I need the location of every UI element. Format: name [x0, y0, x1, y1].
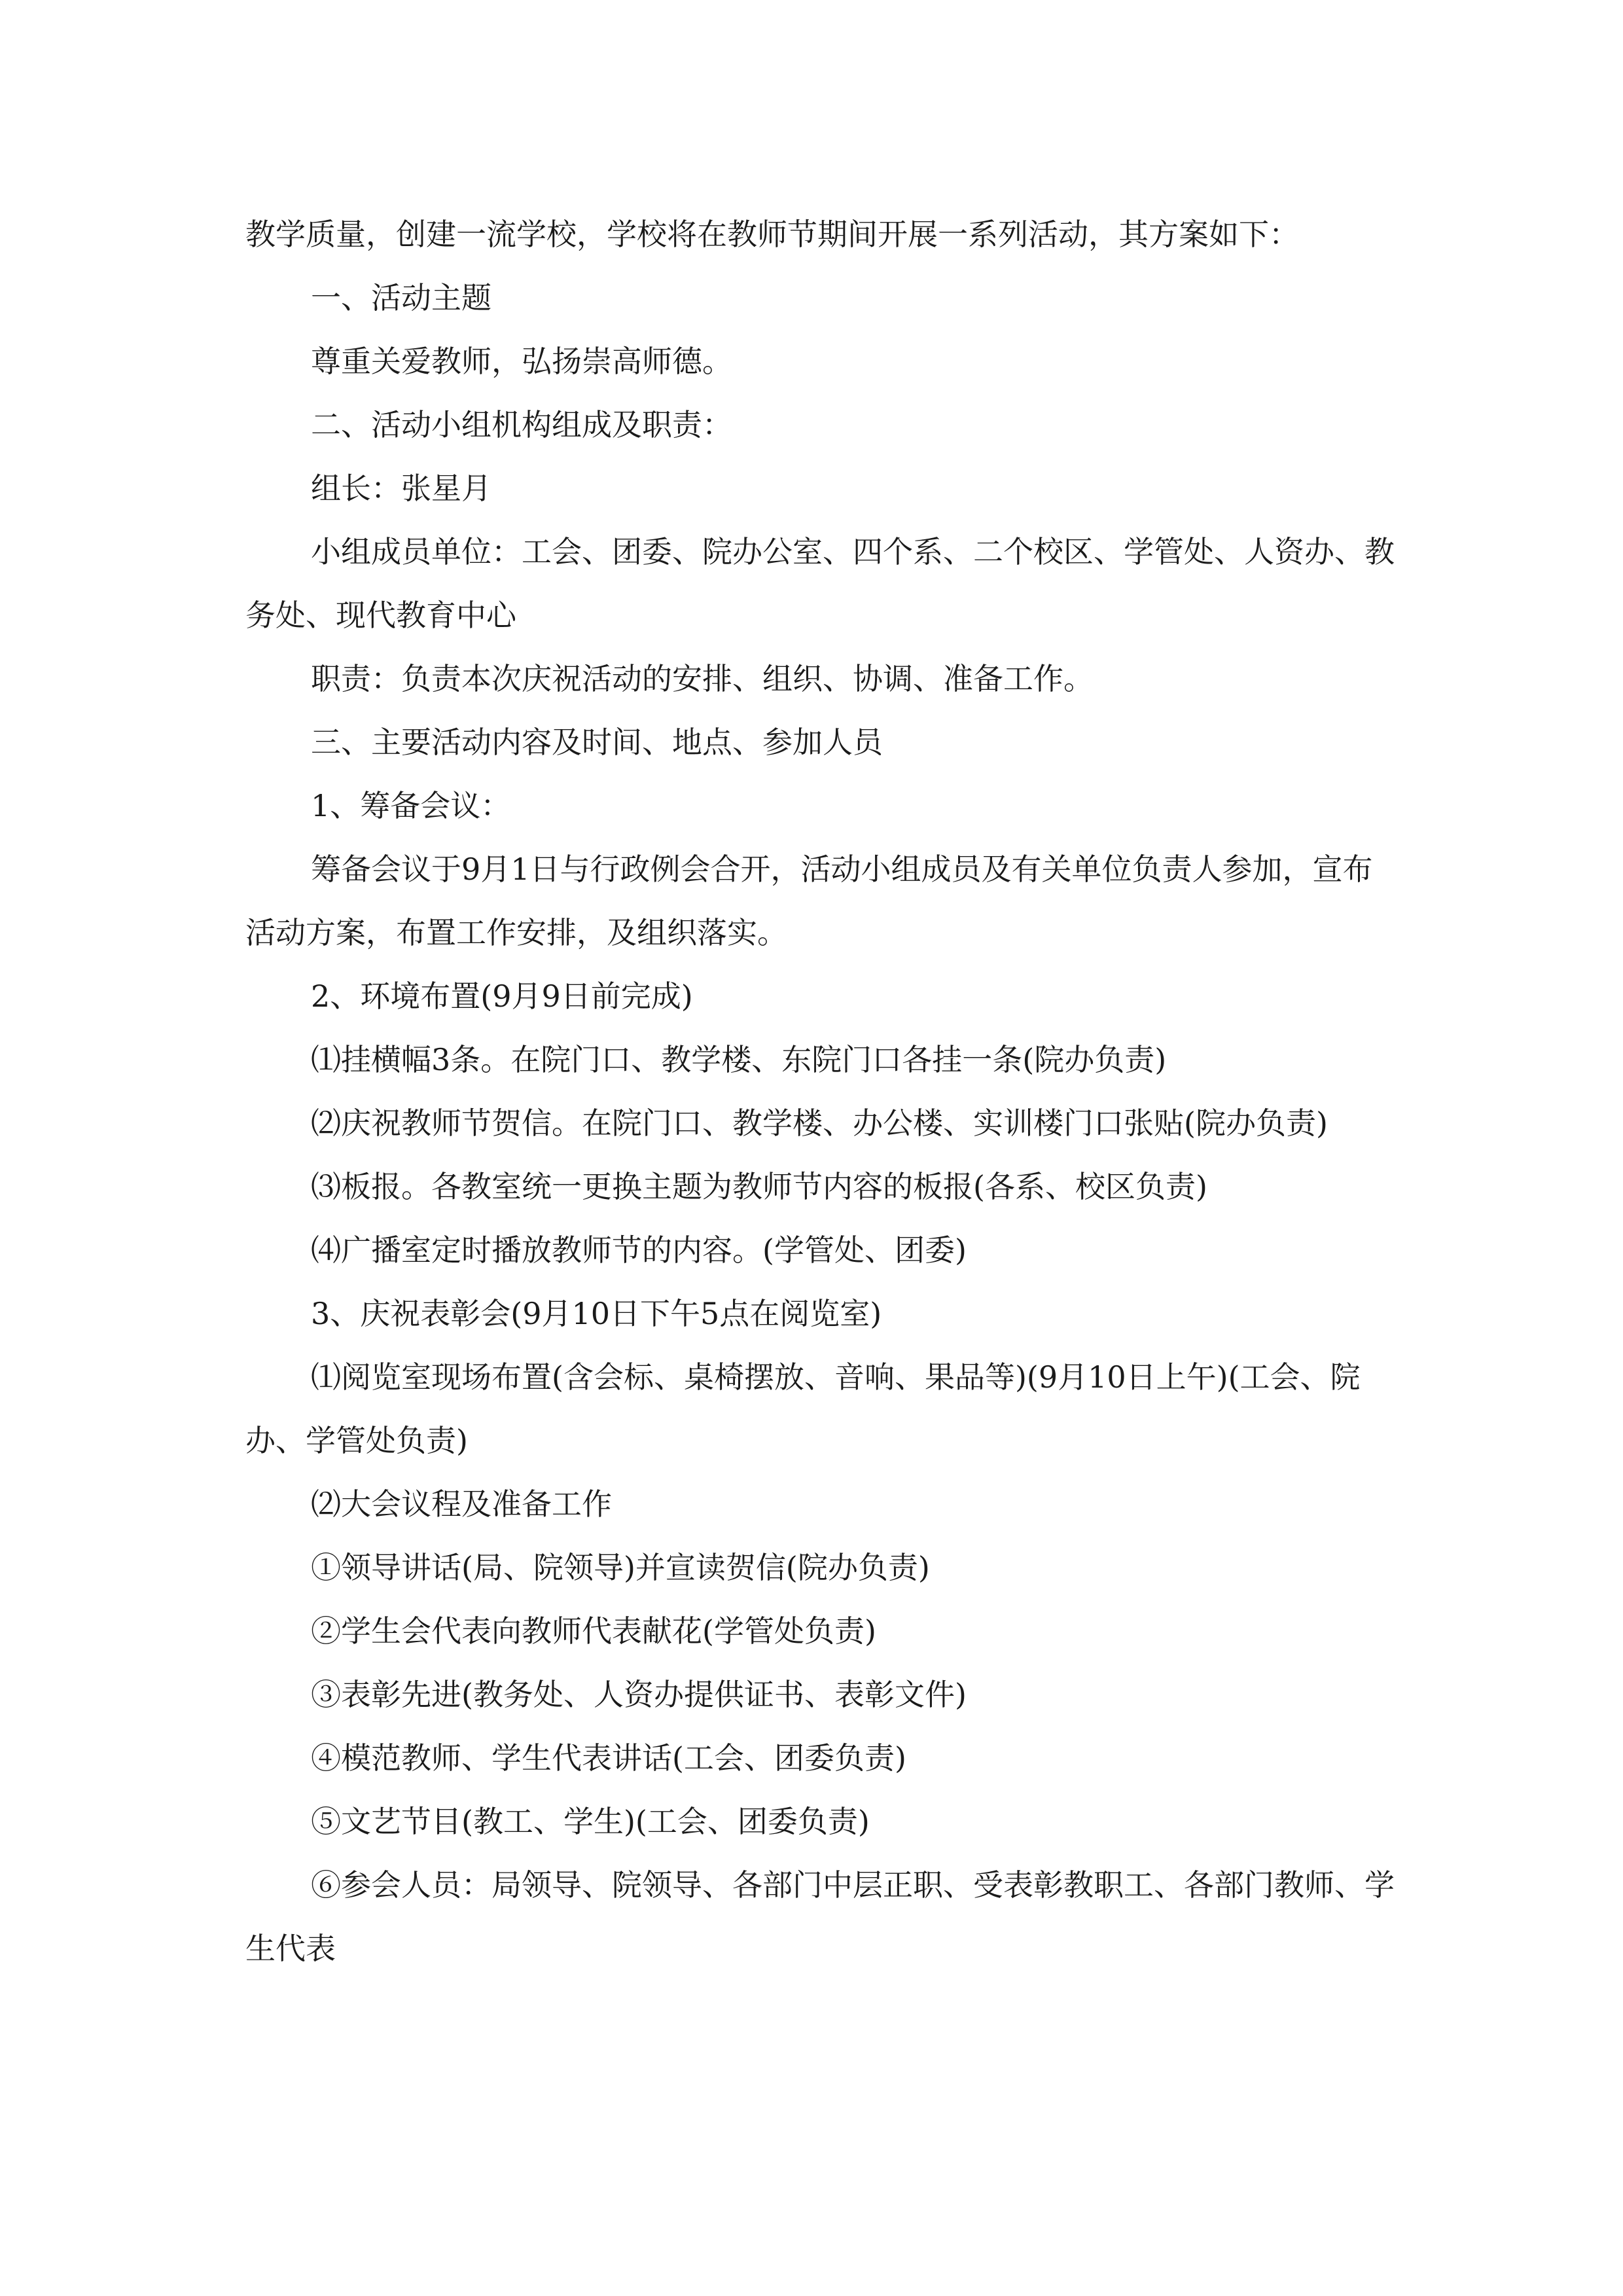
subheading-environment-setup: 2、环境布置(9月9日前完成)	[311, 978, 693, 1014]
paragraph-duties: 职责：负责本次庆祝活动的安排、组织、协调、准备工作。	[311, 661, 1094, 696]
agenda-item-attendees: ⑥参会人员：局领导、院领导、各部门中层正职、受表彰教职工、各部门教师、学生代表	[245, 1867, 1395, 1966]
list-item-agenda: ⑵大会议程及准备工作	[311, 1486, 612, 1522]
paragraph-preparatory-meeting: 筹备会议于9月1日与行政例会合开，活动小组成员及有关单位负责人参加，宣布活动方案，布置工作安排，及组织落实。	[245, 852, 1373, 950]
list-item-venue-setup: ⑴阅览室现场布置(含会标、桌椅摆放、音响、果品等)(9月10日上午)(工会、院办、学管处负责)	[245, 1359, 1361, 1458]
list-item-broadcast: ⑷广播室定时播放教师节的内容。(学管处、团委)	[311, 1232, 967, 1268]
list-item-banners: ⑴挂横幅3条。在院门口、教学楼、东院门口各挂一条(院办负责)	[311, 1042, 1167, 1077]
list-item-congratulation-letter: ⑵庆祝教师节贺信。在院门口、教学楼、办公楼、实训楼门口张贴(院办负责)	[311, 1105, 1328, 1141]
heading-group-structure: 二、活动小组机构组成及职责：	[311, 407, 732, 442]
paragraph-theme: 尊重关爱教师，弘扬崇高师德。	[311, 344, 732, 379]
paragraph-member-units: 小组成员单位：工会、团委、院办公室、四个系、二个校区、学管处、人资办、教务处、现代教育中心	[245, 534, 1395, 633]
agenda-item-model-speech: ④模范教师、学生代表讲话(工会、团委负责)	[311, 1740, 906, 1776]
agenda-item-performance: ⑤文艺节目(教工、学生)(工会、团委负责)	[311, 1804, 870, 1839]
subheading-preparatory-meeting: 1、筹备会议：	[311, 788, 511, 823]
paragraph-intro-continuation: 教学质量，创建一流学校，学校将在教师节期间开展一系列活动，其方案如下：	[245, 217, 1299, 252]
agenda-item-flowers: ②学生会代表向教师代表献花(学管处负责)	[311, 1613, 876, 1649]
list-item-blackboard: ⑶板报。各教室统一更换主题为教师节内容的板报(各系、校区负责)	[311, 1169, 1207, 1204]
paragraph-group-leader: 组长：张星月	[311, 471, 491, 506]
subheading-celebration-meeting: 3、庆祝表彰会(9月10日下午5点在阅览室)	[311, 1296, 882, 1331]
agenda-item-commendation: ③表彰先进(教务处、人资办提供证书、表彰文件)	[311, 1677, 967, 1712]
heading-activity-theme: 一、活动主题	[311, 280, 491, 315]
document-body	[245, 203, 1397, 1981]
agenda-item-speech: ①领导讲话(局、院领导)并宣读贺信(院办负责)	[311, 1550, 930, 1585]
heading-main-activities: 三、主要活动内容及时间、地点、参加人员	[311, 725, 883, 760]
